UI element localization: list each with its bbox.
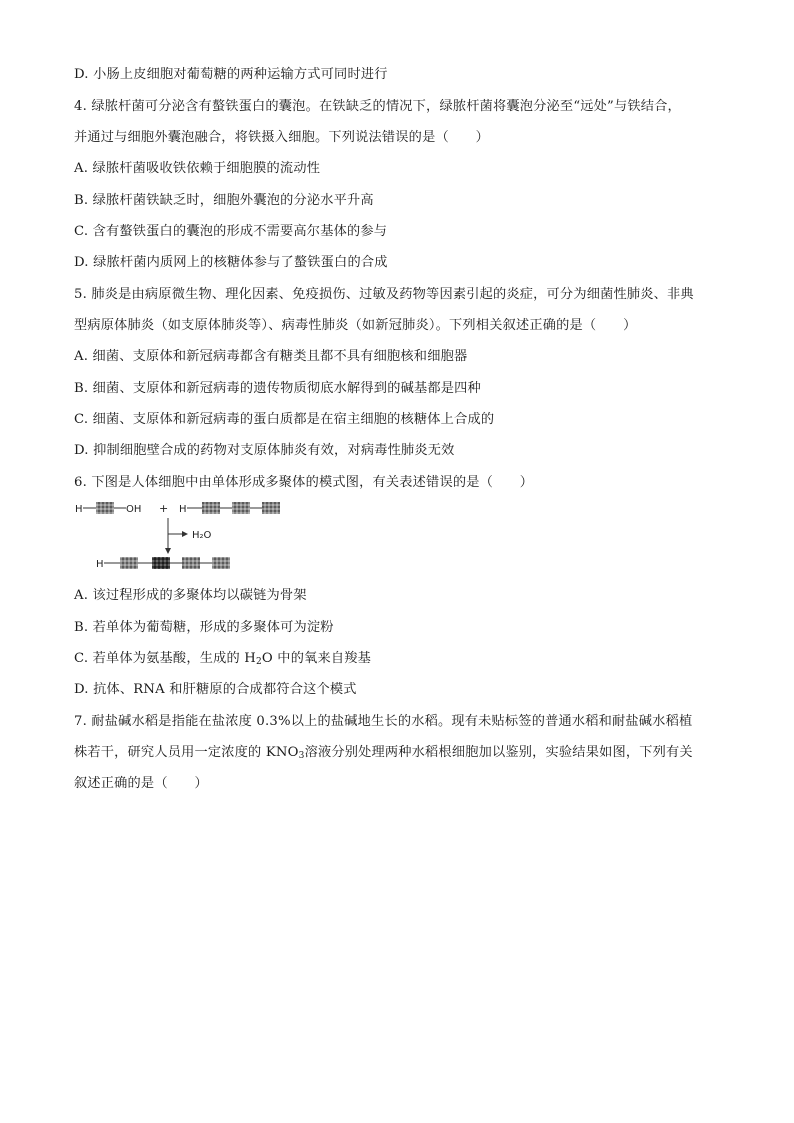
- polymer-new-block: [152, 557, 170, 569]
- q4-stem-line-1: 4. 绿脓杆菌可分泌含有螯铁蛋白的囊泡。在铁缺乏的情况下，绿脓杆菌将囊泡分泌至“远处”与铁结合，: [74, 99, 681, 114]
- chain-block: [202, 502, 220, 514]
- q3-option-d: D. 小肠上皮细胞对葡萄糖的两种运输方式可同时进行: [74, 67, 388, 82]
- plus-sign: +: [159, 502, 169, 515]
- q6-option-d: D. 抗体、RNA 和肝糖原的合成都符合这个模式: [74, 682, 357, 697]
- monomer-block: [96, 502, 114, 514]
- q4-option-a: A. 绿脓杆菌吸收铁依赖于细胞膜的流动性: [74, 161, 321, 176]
- q6-option-b: B. 若单体为葡萄糖，形成的多聚体可为淀粉: [74, 620, 334, 635]
- subscript-2: 2: [255, 657, 262, 667]
- subscript-3: 3: [298, 751, 305, 761]
- q4-option-b: B. 绿脓杆菌铁缺乏时，细胞外囊泡的分泌水平升高: [74, 193, 374, 208]
- q6-option-c-text-end: O 中的氧来自羧基: [261, 651, 372, 666]
- chain-h-label: H: [179, 504, 187, 515]
- chain-block: [232, 502, 250, 514]
- q5-option-a: A. 细菌、支原体和新冠病毒都含有糖类且都不具有细胞核和细胞器: [74, 349, 468, 364]
- q7-line-2-text-end: 溶液分别处理两种水稻根细胞加以鉴别，实验结果如图，下列有关: [304, 745, 693, 760]
- q4-option-c: C. 含有螯铁蛋白的囊泡的形成不需要高尔基体的参与: [74, 224, 388, 239]
- polymer-block: [120, 557, 138, 569]
- q6-option-c: [74, 650, 371, 668]
- q4-stem-line-2: 并通过与细胞外囊泡融合，将铁摄入细胞。下列说法错误的是（ ）: [74, 130, 490, 145]
- monomer-polymer-diagram: [74, 498, 294, 574]
- monomer-h-label: H: [75, 504, 83, 515]
- q5-option-b: B. 细菌、支原体和新冠病毒的遗传物质彻底水解得到的碱基都是四种: [74, 381, 481, 396]
- q6-option-a: A. 该过程形成的多聚体均以碳链为骨架: [74, 588, 307, 603]
- q5-option-c: C. 细菌、支原体和新冠病毒的蛋白质都是在宿主细胞的核糖体上合成的: [74, 412, 495, 427]
- polymer-block: [182, 557, 200, 569]
- q7-stem-line-1: 7. 耐盐碱水稻是指能在盐浓度 0.3%以上的盐碱地生长的水稻。现有未贴标签的普通水稻和耐盐碱水稻植: [74, 714, 693, 729]
- q7-stem-line-3: 叙述正确的是（ ）: [74, 776, 208, 791]
- water-label: H₂O: [192, 530, 212, 541]
- q7-line-2-text: 株若干，研究人员用一定浓度的 KNO: [74, 745, 299, 760]
- monomer-oh-label: OH: [126, 504, 142, 515]
- polymer-h-label: H: [96, 559, 104, 570]
- q6-stem: 6. 下图是人体细胞中由单体形成多聚体的模式图，有关表述错误的是（ ）: [74, 475, 534, 490]
- q5-stem-line-2: 型病原体肺炎（如支原体肺炎等）、病毒性肺炎（如新冠肺炎）。下列相关叙述正确的是（ ）: [74, 318, 637, 333]
- q6-option-c-text: C. 若单体为氨基酸，生成的 H: [74, 651, 256, 666]
- q7-stem-line-2: [74, 744, 693, 762]
- q5-option-d: D. 抑制细胞壁合成的药物对支原体肺炎有效，对病毒性肺炎无效: [74, 443, 455, 458]
- q4-option-d: D. 绿脓杆菌内质网上的核糖体参与了螯铁蛋白的合成: [74, 255, 388, 270]
- q5-stem-line-1: 5. 肺炎是由病原微生物、理化因素、免疫损伤、过敏及药物等因素引起的炎症，可分为细菌性肺炎、非典: [74, 287, 694, 302]
- chain-block: [262, 502, 280, 514]
- polymer-block: [212, 557, 230, 569]
